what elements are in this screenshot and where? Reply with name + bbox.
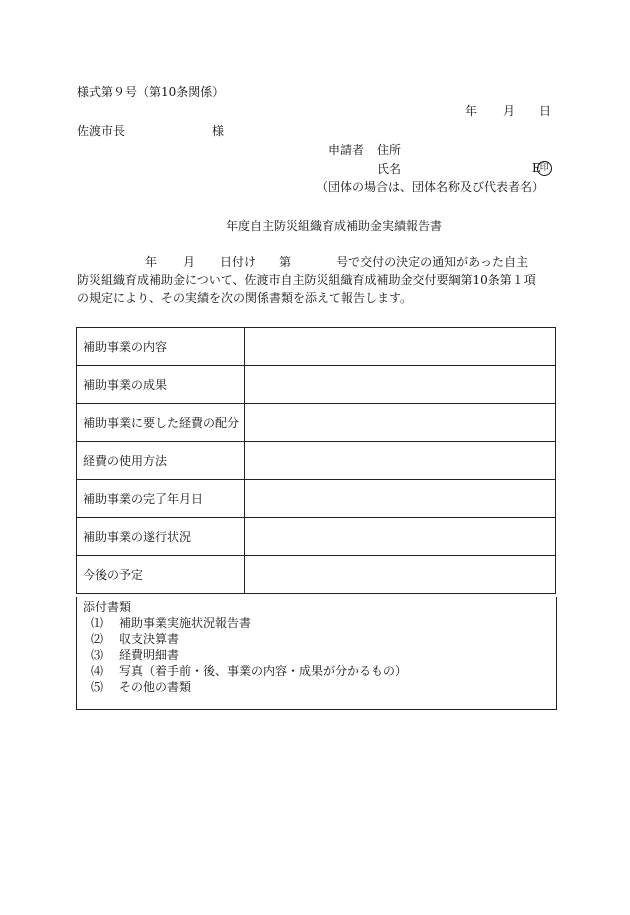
- attachment-text: 収支決算書: [119, 632, 180, 646]
- body-dai: 第: [279, 255, 292, 269]
- attachment-text: 写真（着手前・後、事業の内容・成果が分かるもの）: [119, 664, 408, 678]
- attachments-box: [76, 597, 557, 710]
- attachments-title: 添付書類: [83, 600, 132, 614]
- applicant-name-label: 氏名: [377, 162, 402, 176]
- row-field-expense-usage[interactable]: [245, 442, 556, 480]
- list-item: [91, 679, 407, 695]
- row-label-result: 補助事業の成果: [77, 366, 245, 404]
- body-day: 日付け: [220, 255, 257, 269]
- table-row: [77, 480, 556, 518]
- table-row: [77, 518, 556, 556]
- body-month: 月: [183, 255, 196, 269]
- list-item: [91, 663, 407, 679]
- body-line-2: 防災組織育成補助金について、佐渡市自主防災組織育成補助金交付要綱第10条第１項: [77, 273, 536, 287]
- date-year-label: 年: [465, 104, 478, 118]
- attachment-number: ⑶: [91, 648, 104, 662]
- row-field-expense-allocation[interactable]: [245, 404, 556, 442]
- row-field-content[interactable]: [245, 328, 556, 366]
- list-item: [91, 615, 407, 631]
- body-paragraph: [77, 253, 557, 307]
- applicant-label: 申請者: [328, 143, 365, 157]
- row-label-content: 補助事業の内容: [77, 328, 245, 366]
- attachments-list: [91, 615, 407, 695]
- date-month-label: 月: [503, 104, 516, 118]
- attachment-number: ⑵: [91, 632, 104, 646]
- row-label-expense-usage: 経費の使用方法: [77, 442, 245, 480]
- row-field-future-plan[interactable]: [245, 556, 556, 594]
- row-label-completion-date: 補助事業の完了年月日: [77, 480, 245, 518]
- report-table: [76, 327, 556, 594]
- attachment-text: 経費明細書: [119, 648, 180, 662]
- attachment-number: ⑷: [91, 664, 104, 678]
- attachment-number: ⑴: [91, 616, 104, 630]
- table-row: [77, 404, 556, 442]
- row-label-future-plan: 今後の予定: [77, 556, 245, 594]
- row-label-expense-allocation: 補助事業に要した経費の配分: [77, 404, 245, 442]
- addressee-name: 佐渡市長: [77, 124, 126, 138]
- body-line-1-rest: 号で交付の決定の通知があった自主: [336, 255, 528, 269]
- applicant-note: （団体の場合は、団体名称及び代表者名）: [316, 180, 545, 194]
- body-year: 年: [145, 255, 158, 269]
- list-item: [91, 631, 407, 647]
- applicant-address-label: 住所: [377, 143, 402, 157]
- addressee-honorific: 様: [212, 124, 225, 138]
- row-label-progress: 補助事業の遂行状況: [77, 518, 245, 556]
- attachment-number: ⑸: [91, 680, 104, 694]
- table-row: [77, 328, 556, 366]
- attachment-text: その他の書類: [119, 680, 192, 694]
- table-row: [77, 556, 556, 594]
- document-title: 年度自主防災組織育成補助金実績報告書: [226, 219, 443, 233]
- row-field-result[interactable]: [245, 366, 556, 404]
- form-number: 様式第９号（第10条関係）: [77, 85, 225, 99]
- table-row: [77, 442, 556, 480]
- body-line-1: [77, 253, 557, 271]
- seal-circle-icon: 印: [537, 161, 552, 176]
- row-field-completion-date[interactable]: [245, 480, 556, 518]
- attachment-text: 補助事業実施状況報告書: [119, 616, 252, 630]
- body-line-3: の規定により、その実績を次の関係書類を添えて報告します。: [77, 291, 413, 305]
- seal-mark: E印: [532, 161, 552, 176]
- table-row: [77, 366, 556, 404]
- row-field-progress[interactable]: [245, 518, 556, 556]
- list-item: [91, 647, 407, 663]
- date-day-label: 日: [539, 104, 552, 118]
